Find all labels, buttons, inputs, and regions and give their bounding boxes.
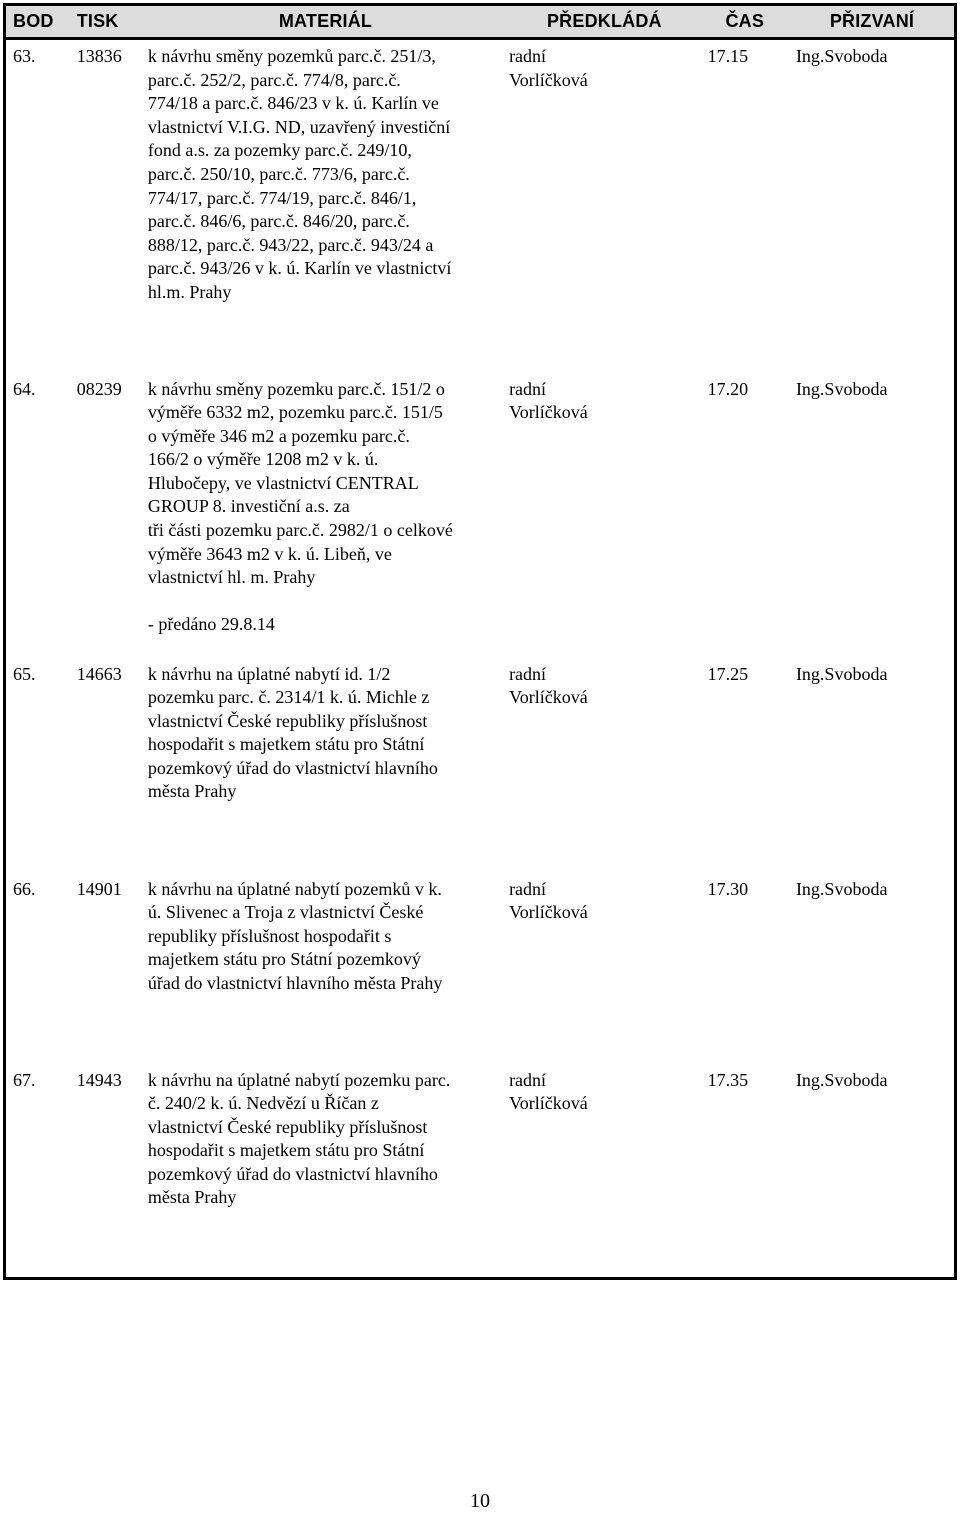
page-number: 10 bbox=[470, 1490, 490, 1512]
prizvani-cell: Ing.Svoboda bbox=[795, 378, 888, 399]
material-line: ú. Slivenec a Troja z vlastnictví České bbox=[147, 902, 424, 923]
header-tisk: TISK bbox=[71, 5, 143, 39]
tisk-cell: 08239 bbox=[76, 378, 122, 399]
material-line: výměře 3643 m2 v k. ú. Libeň, ve bbox=[147, 543, 392, 564]
header-bod: BOD bbox=[5, 5, 71, 39]
bod-cell: 63. bbox=[13, 46, 36, 66]
material-line: o výměře 346 m2 a pozemku parc.č. bbox=[147, 425, 410, 446]
predklada-role: radní bbox=[509, 1069, 547, 1090]
material-line: 166/2 o výměře 1208 m2 v k. ú. bbox=[147, 449, 379, 470]
tisk-cell: 14943 bbox=[76, 1069, 122, 1090]
predklada-role: radní bbox=[509, 663, 547, 684]
predklada-cell bbox=[509, 1064, 700, 1279]
bod-cell: 65. bbox=[13, 663, 36, 684]
predklada-name: Vorlíčková bbox=[509, 402, 588, 423]
material-line: úřad do vlastnictví hlavního města Prahy bbox=[147, 972, 443, 993]
predklada-name: Vorlíčková bbox=[509, 687, 588, 708]
agenda-table bbox=[3, 3, 957, 1280]
material-line: GROUP 8. investiční a.s. za bbox=[147, 496, 350, 517]
header-material: MATERIÁL bbox=[143, 5, 509, 39]
cas-cell: 17.15 bbox=[707, 46, 749, 66]
material-cell bbox=[143, 1064, 509, 1279]
cas-cell: 17.35 bbox=[707, 1069, 749, 1090]
bod-cell: 67. bbox=[13, 1069, 36, 1090]
table-row bbox=[5, 658, 956, 873]
material-cell bbox=[143, 373, 509, 658]
prizvani-cell: Ing.Svoboda bbox=[795, 878, 888, 899]
predklada-cell bbox=[509, 39, 700, 373]
material-line: 774/17, parc.č. 774/19, parc.č. 846/1, bbox=[147, 187, 417, 208]
header-predklada: PŘEDKLÁDÁ bbox=[509, 5, 700, 39]
header-cas: ČAS bbox=[700, 5, 790, 39]
tisk-cell: 14663 bbox=[76, 663, 122, 684]
table-row bbox=[5, 373, 956, 658]
material-line: hospodařit s majetkem státu pro Státní bbox=[147, 734, 425, 755]
material-line: 888/12, parc.č. 943/22, parc.č. 943/24 a bbox=[147, 234, 434, 255]
material-line: města Prahy bbox=[147, 781, 237, 802]
bod-cell: 64. bbox=[13, 378, 36, 399]
header-prizvani: PŘIZVANÍ bbox=[790, 5, 956, 39]
material-line: vlastnictví hl. m. Prahy bbox=[147, 567, 316, 588]
material-line: vlastnictví České republiky příslušnost bbox=[147, 710, 428, 731]
material-line: k návrhu směny pozemků parc.č. 251/3, bbox=[147, 46, 436, 66]
material-line: republiky příslušnost hospodařit s bbox=[147, 925, 392, 946]
material-line: č. 240/2 k. ú. Nedvězí u Říčan z bbox=[147, 1093, 379, 1114]
material-cell bbox=[143, 873, 509, 1064]
predklada-role: radní bbox=[509, 46, 547, 66]
tisk-cell: 13836 bbox=[76, 46, 122, 66]
predklada-cell bbox=[509, 658, 700, 873]
prizvani-cell: Ing.Svoboda bbox=[795, 1069, 888, 1090]
material-cell bbox=[143, 39, 509, 373]
material-line: hl.m. Prahy bbox=[147, 281, 232, 302]
material-line: k návrhu na úplatné nabytí pozemku parc. bbox=[147, 1069, 451, 1090]
material-line: parc.č. 943/26 v k. ú. Karlín ve vlastnictví bbox=[147, 258, 452, 279]
predklada-name: Vorlíčková bbox=[509, 1093, 588, 1114]
material-line: města Prahy bbox=[147, 1187, 237, 1208]
predklada-name: Vorlíčková bbox=[509, 902, 588, 923]
cas-cell: 17.30 bbox=[707, 878, 749, 899]
prizvani-cell: Ing.Svoboda bbox=[795, 663, 888, 684]
table-row bbox=[5, 39, 956, 373]
material-line: Hlubočepy, ve vlastnictví CENTRAL bbox=[147, 472, 419, 493]
material-line: k návrhu na úplatné nabytí pozemků v k. bbox=[147, 878, 442, 899]
material-line: k návrhu směny pozemku parc.č. 151/2 o bbox=[147, 378, 445, 399]
header-row bbox=[5, 5, 956, 39]
material-line: parc.č. 250/10, parc.č. 773/6, parc.č. bbox=[147, 163, 410, 184]
tisk-cell: 14901 bbox=[76, 878, 122, 899]
material-line: pozemkový úřad do vlastnictví hlavního bbox=[147, 757, 438, 778]
material-line: 774/18 a parc.č. 846/23 v k. ú. Karlín ve bbox=[147, 93, 439, 114]
predklada-role: radní bbox=[509, 378, 547, 399]
predklada-cell bbox=[509, 873, 700, 1064]
material-line: hospodařit s majetkem státu pro Státní bbox=[147, 1140, 425, 1161]
material-line: tři části pozemku parc.č. 2982/1 o celkové bbox=[147, 520, 453, 541]
predklada-cell bbox=[509, 373, 700, 658]
table-row bbox=[5, 1064, 956, 1279]
material-line: vlastnictví České republiky příslušnost bbox=[147, 1116, 428, 1137]
material-line: výměře 6332 m2, pozemku parc.č. 151/5 bbox=[147, 402, 443, 423]
material-line: pozemkový úřad do vlastnictví hlavního bbox=[147, 1163, 438, 1184]
material-line: parc.č. 846/6, parc.č. 846/20, parc.č. bbox=[147, 211, 410, 232]
prizvani-cell: Ing.Svoboda bbox=[795, 46, 888, 66]
bod-cell: 66. bbox=[13, 878, 36, 899]
material-cell bbox=[143, 658, 509, 873]
material-line: vlastnictví V.I.G. ND, uzavřený investiční bbox=[147, 116, 451, 137]
material-line: parc.č. 252/2, parc.č. 774/8, parc.č. bbox=[147, 69, 401, 90]
table-row bbox=[5, 873, 956, 1064]
material-line: fond a.s. za pozemky parc.č. 249/10, bbox=[147, 140, 412, 161]
material-line: k návrhu na úplatné nabytí id. 1/2 bbox=[147, 663, 391, 684]
material-line: pozemku parc. č. 2314/1 k. ú. Michle z bbox=[147, 687, 430, 708]
material-note: - předáno 29.8.14 bbox=[147, 613, 275, 634]
material-line: majetkem státu pro Státní pozemkový bbox=[147, 949, 421, 970]
cas-cell: 17.20 bbox=[707, 378, 749, 399]
predklada-role: radní bbox=[509, 878, 547, 899]
predklada-name: Vorlíčková bbox=[509, 69, 588, 90]
cas-cell: 17.25 bbox=[707, 663, 749, 684]
